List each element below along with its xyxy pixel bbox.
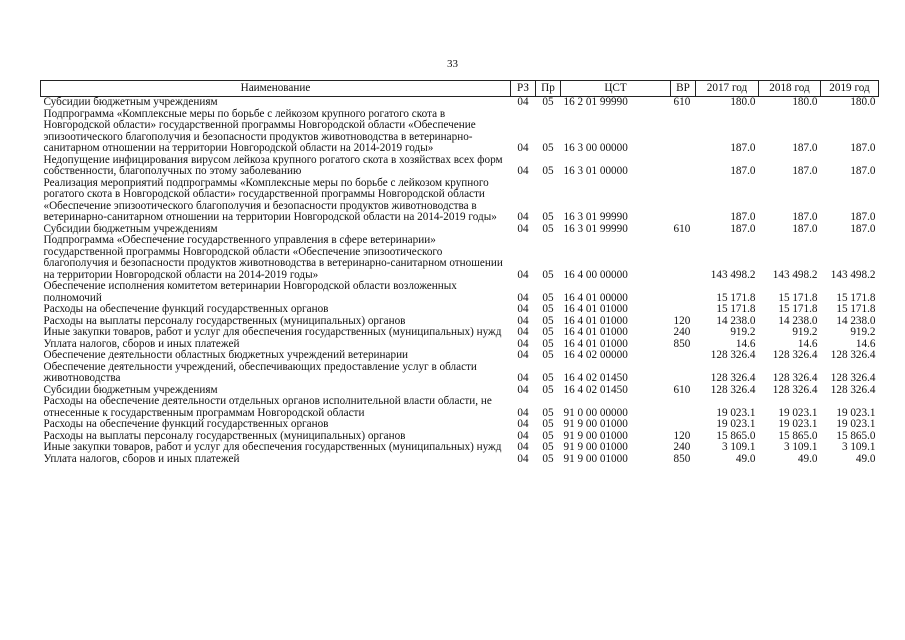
table-row — [41, 155, 879, 178]
cell-pr: 05 — [542, 291, 554, 304]
table-row — [41, 396, 879, 419]
cell-y2018: 187.0 — [792, 222, 818, 235]
cell-pr: 05 — [542, 326, 554, 338]
cell-vr: 120 — [673, 429, 691, 442]
cell-pr: 05 — [542, 418, 554, 430]
cell-name: Недопущение инфицирования вирусом лейкоза крупного рогатого скота в хозяйствах всех форм собственности, благополучных по этому заболеванию — [43, 153, 503, 177]
cell-pr: 05 — [542, 337, 554, 350]
header-vr: ВР — [671, 81, 696, 97]
cell-name: Обеспечение деятельности областных бюджетных учреждений ветеринарии — [43, 349, 409, 361]
cell-vr — [671, 235, 696, 281]
cell-name: Субсидии бюджетным учреждениям — [43, 96, 218, 108]
table-row — [41, 235, 879, 281]
cell-y2018: 14.6 — [797, 337, 818, 350]
cell-y2018: 187.0 — [792, 211, 818, 223]
header-pr: Пр — [536, 81, 561, 97]
cell-vr: 850 — [673, 452, 691, 465]
cell-cst: 16 2 01 99990 — [563, 96, 628, 108]
cell-y2017: 128 326.4 — [710, 349, 756, 361]
cell-y2018: 3 109.1 — [783, 441, 818, 453]
cell-rz: 04 — [517, 222, 529, 235]
cell-cst: 16 4 00 00000 — [563, 268, 628, 281]
header-row — [41, 81, 879, 97]
cell-y2018: 180.0 — [792, 96, 818, 108]
cell-rz: 04 — [517, 372, 529, 384]
cell-y2017: 15 865.0 — [716, 429, 756, 442]
cell-vr: 850 — [673, 337, 691, 350]
cell-y2018: 187.0 — [792, 165, 818, 177]
cell-vr — [671, 281, 696, 304]
cell-y2019: 14 238.0 — [836, 314, 876, 327]
cell-cst: 16 4 01 00000 — [563, 291, 628, 304]
cell-y2019: 3 109.1 — [841, 441, 876, 453]
cell-vr — [671, 419, 696, 431]
header-2019: 2019 год — [821, 81, 879, 97]
cell-y2017: 19 023.1 — [716, 418, 756, 430]
table-body — [41, 97, 879, 466]
cell-vr: 120 — [673, 314, 691, 327]
cell-cst: 16 4 01 01000 — [563, 337, 628, 350]
cell-y2017: 187.0 — [730, 165, 756, 177]
table-row — [41, 97, 879, 109]
table-row — [41, 281, 879, 304]
cell-y2019: 187.0 — [850, 211, 876, 223]
cell-y2019: 187.0 — [850, 222, 876, 235]
cell-y2018: 15 171.8 — [778, 303, 818, 315]
cell-rz: 04 — [517, 165, 529, 177]
header-2018: 2018 год — [759, 81, 821, 97]
header-rz: РЗ — [511, 81, 536, 97]
cell-vr — [671, 350, 696, 362]
cell-y2017: 49.0 — [735, 452, 756, 465]
cell-name: Иные закупки товаров, работ и услуг для обеспечения государственных (муниципальных) нужд — [43, 441, 502, 453]
table-row — [41, 454, 879, 466]
cell-vr — [671, 396, 696, 419]
table-row — [41, 109, 879, 155]
cell-y2018: 19 023.1 — [778, 406, 818, 419]
cell-rz: 04 — [517, 418, 529, 430]
cell-name: Уплата налогов, сборов и иных платежей — [43, 452, 240, 465]
cell-cst: 16 3 00 00000 — [563, 142, 628, 154]
cell-name: Иные закупки товаров, работ и услуг для обеспечения государственных (муниципальных) нужд — [43, 326, 502, 338]
cell-y2018: 187.0 — [792, 142, 818, 154]
cell-y2019: 919.2 — [850, 326, 876, 338]
table-row — [41, 362, 879, 385]
cell-cst: 16 3 01 99990 — [563, 222, 628, 235]
cell-rz: 04 — [517, 142, 529, 154]
cell-y2018: 128 326.4 — [772, 372, 818, 384]
cell-name: Подпрограмма «Комплексные меры по борьбе с лейкозом крупного рогатого скота в Новгородской области» государственной программы Новгородской области «Обеспечение эпизоотического благополучия и безопасности продуктов животноводства в ветеринарно-санитарном отношении на территории Новгородской области на 2014-2019 годы» — [43, 107, 476, 154]
cell-y2018: 128 326.4 — [772, 349, 818, 361]
cell-y2018: 49.0 — [797, 452, 818, 465]
budget-table — [40, 80, 879, 465]
cell-vr: 240 — [673, 326, 691, 338]
cell-name: Обеспечение деятельности учреждений, обеспечивающих предоставление услуг в области животноводства — [43, 360, 477, 384]
cell-name: Субсидии бюджетным учреждениям — [43, 383, 218, 396]
cell-rz: 04 — [517, 337, 529, 350]
cell-pr: 05 — [542, 441, 554, 453]
cell-y2018: 19 023.1 — [778, 418, 818, 430]
cell-y2017: 3 109.1 — [721, 441, 756, 453]
cell-name: Расходы на обеспечение деятельности отдельных органов исполнительной власти области, не отнесенные к государственным программам Новгородской области — [43, 395, 492, 419]
cell-cst: 91 9 00 01000 — [563, 418, 628, 430]
cell-vr — [671, 155, 696, 178]
cell-rz: 04 — [517, 349, 529, 361]
cell-rz: 04 — [517, 268, 529, 281]
cell-pr: 05 — [542, 452, 554, 465]
cell-rz: 04 — [517, 96, 529, 108]
cell-y2019: 15 171.8 — [836, 303, 876, 315]
cell-y2018: 143 498.2 — [772, 268, 818, 281]
cell-y2017: 19 023.1 — [716, 406, 756, 419]
cell-pr: 05 — [542, 268, 554, 281]
cell-y2017: 919.2 — [730, 326, 756, 338]
cell-pr: 05 — [542, 211, 554, 223]
cell-pr: 05 — [542, 406, 554, 419]
table-header — [41, 81, 879, 97]
cell-y2019: 187.0 — [850, 142, 876, 154]
cell-vr: 610 — [673, 222, 691, 235]
cell-y2018: 128 326.4 — [772, 383, 818, 396]
cell-name: Расходы на выплаты персоналу государственных (муниципальных) органов — [43, 429, 406, 442]
cell-pr: 05 — [542, 142, 554, 154]
cell-y2017: 128 326.4 — [710, 372, 756, 384]
cell-vr: 610 — [673, 383, 691, 396]
cell-name: Расходы на выплаты персоналу государственных (муниципальных) органов — [43, 314, 406, 327]
cell-vr — [671, 362, 696, 385]
cell-cst: 91 9 00 01000 — [563, 429, 628, 442]
cell-y2019: 19 023.1 — [836, 418, 876, 430]
cell-cst: 16 3 01 00000 — [563, 165, 628, 177]
cell-y2019: 14.6 — [855, 337, 876, 350]
cell-name: Реализация мероприятий подпрограммы «Комплексные меры по борьбе с лейкозом крупного рогатого скота в Новгородской области» государственной программы Новгородской области «Обеспечение эпизоотического благополучия и безопасности продуктов животноводства в ветеринарно-санитарном отношении на территории Новгородской области на 2014-2019 годы» — [43, 176, 497, 223]
cell-pr: 05 — [542, 314, 554, 327]
cell-name: Обеспечение исполнения комитетом ветеринарии Новгородской области возложенных полномочий — [43, 280, 457, 304]
cell-cst: 91 9 00 01000 — [563, 441, 628, 453]
cell-y2017: 15 171.8 — [716, 291, 756, 304]
cell-cst: 16 3 01 99990 — [563, 211, 628, 223]
page-number: 33 — [447, 58, 458, 70]
cell-y2019: 180.0 — [850, 96, 876, 108]
cell-y2017: 180.0 — [730, 96, 756, 108]
cell-pr: 05 — [542, 303, 554, 315]
cell-name: Уплата налогов, сборов и иных платежей — [43, 337, 240, 350]
cell-y2017: 187.0 — [730, 211, 756, 223]
cell-pr: 05 — [542, 383, 554, 396]
cell-rz: 04 — [517, 383, 529, 396]
cell-vr: 610 — [673, 96, 691, 108]
cell-rz: 04 — [517, 211, 529, 223]
cell-y2019: 49.0 — [855, 452, 876, 465]
cell-y2017: 14 238.0 — [716, 314, 756, 327]
cell-pr: 05 — [542, 96, 554, 108]
table-row — [41, 442, 879, 454]
cell-cst: 16 4 01 01000 — [563, 326, 628, 338]
cell-y2019: 19 023.1 — [836, 406, 876, 419]
table-row — [41, 178, 879, 224]
cell-vr — [671, 109, 696, 155]
cell-y2019: 187.0 — [850, 165, 876, 177]
table-row — [41, 350, 879, 362]
cell-rz: 04 — [517, 314, 529, 327]
cell-rz: 04 — [517, 452, 529, 465]
cell-cst: 16 4 02 01450 — [563, 372, 628, 384]
cell-cst: 16 4 01 01000 — [563, 314, 628, 327]
cell-rz: 04 — [517, 406, 529, 419]
cell-y2019: 143 498.2 — [830, 268, 876, 281]
cell-pr: 05 — [542, 349, 554, 361]
cell-rz: 04 — [517, 291, 529, 304]
header-2017: 2017 год — [696, 81, 759, 97]
table-row — [41, 327, 879, 339]
cell-y2018: 15 171.8 — [778, 291, 818, 304]
cell-rz: 04 — [517, 441, 529, 453]
cell-y2017: 15 171.8 — [716, 303, 756, 315]
cell-y2019: 128 326.4 — [830, 383, 876, 396]
cell-y2017: 187.0 — [730, 222, 756, 235]
cell-rz: 04 — [517, 303, 529, 315]
cell-y2019: 128 326.4 — [830, 372, 876, 384]
cell-pr: 05 — [542, 429, 554, 442]
cell-y2018: 14 238.0 — [778, 314, 818, 327]
cell-vr: 240 — [673, 441, 691, 453]
header-name: Наименование — [41, 81, 511, 97]
cell-pr: 05 — [542, 372, 554, 384]
cell-y2019: 15 865.0 — [836, 429, 876, 442]
cell-rz: 04 — [517, 326, 529, 338]
cell-y2017: 128 326.4 — [710, 383, 756, 396]
cell-y2017: 187.0 — [730, 142, 756, 154]
cell-y2018: 15 865.0 — [778, 429, 818, 442]
cell-cst: 16 4 02 01450 — [563, 383, 628, 396]
cell-name: Расходы на обеспечение функций государственных органов — [43, 418, 329, 430]
cell-y2019: 15 171.8 — [836, 291, 876, 304]
cell-name: Подпрограмма «Обеспечение государственного управления в сфере ветеринарии» государственной программы Новгородской области «Обеспечение эпизоотического благополучия и безопасности продуктов животноводства в ветеринарно-санитарном отношении на территории Новгородской области на 2014-2019 годы» — [43, 234, 503, 281]
cell-y2017: 143 498.2 — [710, 268, 756, 281]
cell-cst: 16 4 01 01000 — [563, 303, 628, 315]
cell-cst: 91 0 00 00000 — [563, 406, 628, 419]
cell-y2019: 128 326.4 — [830, 349, 876, 361]
cell-y2018: 919.2 — [792, 326, 818, 338]
cell-vr — [671, 304, 696, 316]
cell-vr — [671, 178, 696, 224]
header-cst: ЦСТ — [561, 81, 671, 97]
table-row — [41, 304, 879, 316]
cell-name: Расходы на обеспечение функций государственных органов — [43, 303, 329, 315]
cell-name: Субсидии бюджетным учреждениям — [43, 222, 218, 235]
cell-cst: 91 9 00 01000 — [563, 452, 628, 465]
cell-cst: 16 4 02 00000 — [563, 349, 628, 361]
cell-pr: 05 — [542, 222, 554, 235]
cell-y2017: 14.6 — [735, 337, 756, 350]
cell-rz: 04 — [517, 429, 529, 442]
table-row — [41, 419, 879, 431]
cell-pr: 05 — [542, 165, 554, 177]
